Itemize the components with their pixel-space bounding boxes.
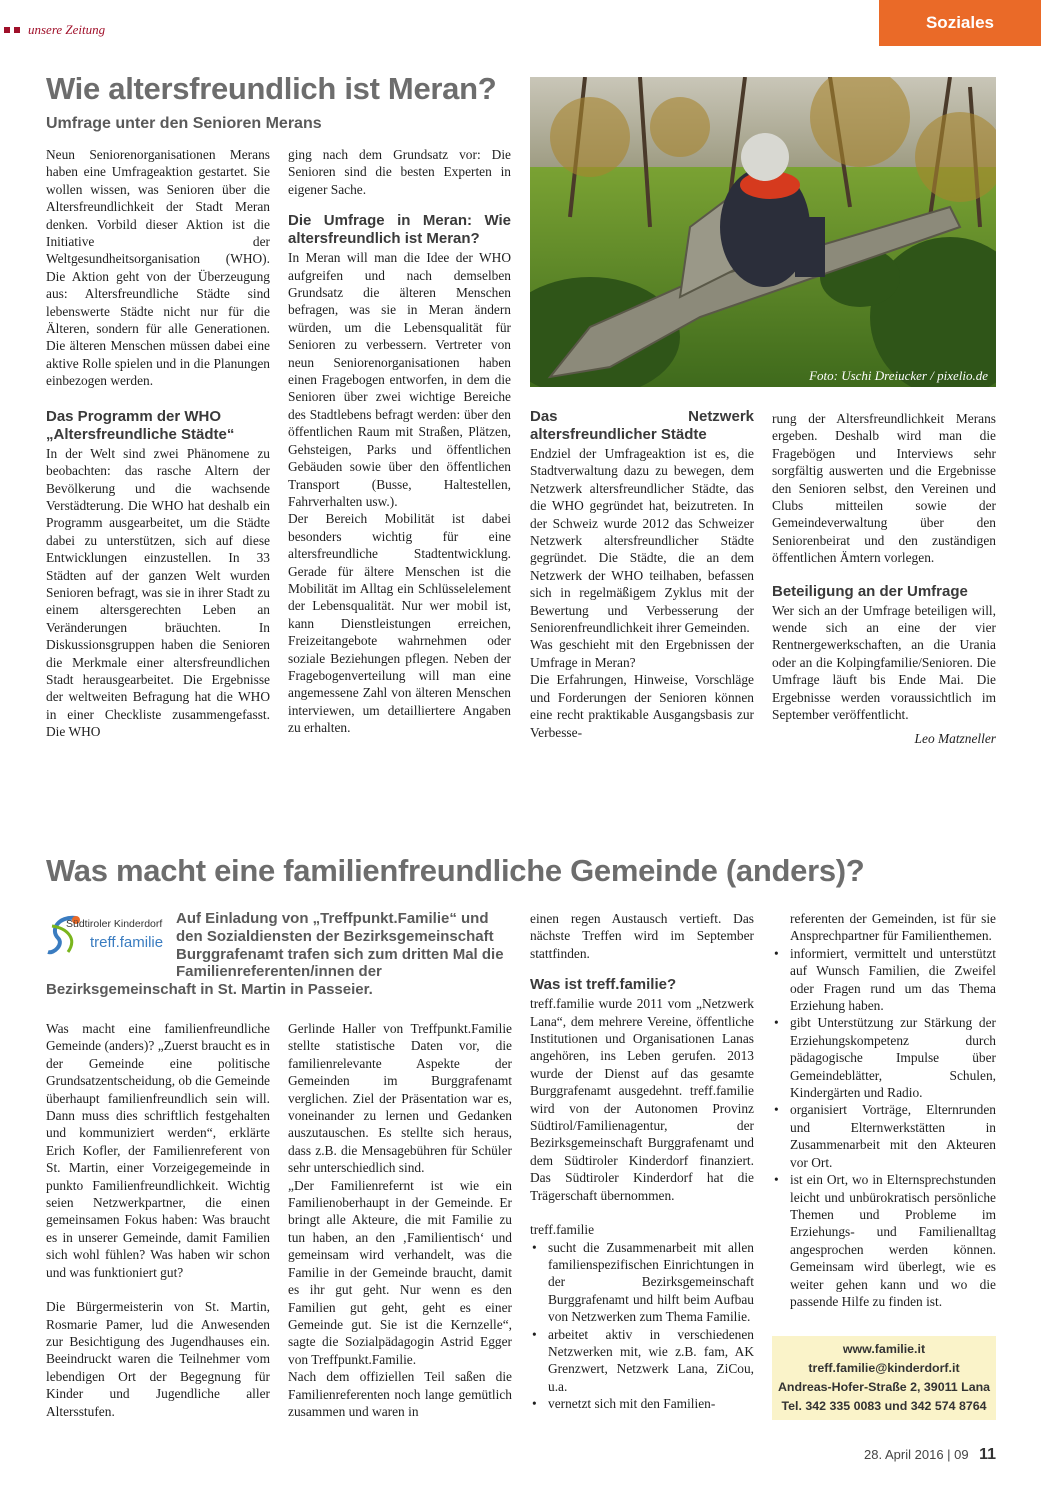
article1-col2 (288, 146, 511, 737)
paragraph: rung der Altersfreundlichkeit Merans ergeben. Deshalb wird man die Fragebögen und Interviews sehr sorgfältig auswerten und die Ergebnisse den Senioren selbst, den Vereinen und Clubs mitteilen sowie der Gemeindeverwaltung über den Seniorenbeirat und den zuständigen öffentlichen Ämtern vorlegen. (772, 411, 996, 566)
paragraph: Endziel der Umfrageaktion ist es, die Stadtverwaltung dazu zu bewegen, dem Netzwerk altersfreundlicher Städte, das die WHO gegründet hat, beizutreten. In der Schweiz wurde 2012 das Schweizer Netzwerk altersfreundlicher Städte gegründet. Die Städte, die an dem Netzwerk der WHO teilhaben, befassen sich in regelmäßigem Zyklus mit der Bewertung und Verbesserung der Seniorenfreundlichkeit ihrer Gemeinden. (530, 446, 754, 636)
section-label: Soziales (925, 13, 995, 32)
intro-text: Auf Einladung von „Treffpunkt.Familie“ und den Sozialdiensten der Bezirksgemeinschaft Burggrafenamt trafen sich zum dritten Mal die Familienreferenten/innen der Bezirksgemeinschaft in St. Martin in Passeier. (46, 910, 504, 999)
list-item: • organisiert Vorträge, Elternrunden und Elternwerkstätten in Zusammenarbeit mit den Akteuren vor Ort. (772, 1101, 996, 1171)
phone: Tel. 342 335 0083 und 342 574 8764 (781, 1399, 987, 1413)
paragraph: Wer sich an der Umfrage beteiligen will, wende sich an eine der vier Rentnergewerkschaften, an die Urania oder an die Kolpingfamilie/Senioren. Die Umfrage läuft bis Ende Mai. Die Ergebnisse werden voraussichtlich im September veröffentlicht. (772, 602, 996, 723)
article2-col2 (288, 1020, 512, 1420)
paragraph: In Meran will man die Idee der WHO aufgreifen und nach demselben Grundsatz die älteren Menschen befragen, was sie in Meran ändern würden, um die Lebensqualität für Senioren zu verbessern. Vertreter von neun Seniorenorganisationen haben einen Fragebogen entworfen, in dem die Senioren über zwei wichtige Bereiche des Stadtlebens befragt werden: über den öffentlichen Raum mit Straßen, Plätzen, Gehsteigen, Parks und öffentlichen Gebäuden sowie über den öffentlichen Transport (Busse, Haltestellen, Fahrverhalten usw.). (288, 250, 511, 509)
article2-title: Was macht eine familienfreundliche Gemeinde (anders)? (46, 853, 865, 888)
paragraph: einen regen Austausch vertieft. Das nächste Treffen wird im September stattfinden. (530, 911, 754, 961)
paragraph: Gerlinde Haller von Treffpunkt.Familie stellte statistische Daten vor, die familienrelevante Aspekte der Gemeinden im Burggrafenamt verglichen. Ziel der Präsentation war es, voneinander zu lernen und Gedanken auszutauschen. Es stellte sich heraus, dass z.B. die Mensagebühren für Schüler sehr unterschiedlich sind. (288, 1021, 512, 1176)
section-heading: Die Umfrage in Meran: Wie altersfreundlich ist Meran? (288, 212, 511, 248)
list-item: • gibt Unterstützung zur Stärkung der Erziehungskompetenz durch pädagogische Impulse über Gemeindeblätter, Schulen, Kindergärten und Radio. (772, 1014, 996, 1101)
article2-col4 (772, 910, 996, 1310)
section-tag (879, 0, 1041, 46)
treff-familie-list-cont (772, 945, 996, 1311)
treff-familie-list (530, 1239, 754, 1413)
section-heading: Was ist treff.familie? (530, 976, 677, 994)
paragraph: Neun Seniorenorganisationen Merans haben eine Umfrageaktion gestartet. Sie wollen wissen, was Senioren über die Altersfreundlichkeit der Stadt Meran denken. Vorbild dieser Aktion ist die Initiative der Weltgesundheitsorganisation (WHO). Die Aktion geht von der Überzeugung aus: Altersfreundliche Städte sind lebenswerte Städte nicht nur für die Älteren, sondern für alle Generationen. Die älteren Menschen müssen dabei eine aktive Rolle spielen und in die Planungen einbezogen werden. (46, 147, 270, 389)
article1-photo (530, 77, 996, 387)
paragraph: Die Bürgermeisterin von St. Martin, Rosmarie Pamer, lud die Anwesenden zur Besichtigung des Jugendhauses ein. Beeindruckt waren die Teilnehmer vom lebendigen Ort der Begegnung für Kinder und Jugendliche aller Altersstufen. (46, 1299, 270, 1419)
email-link[interactable]: treff.familie@kinderdorf.it (808, 1361, 960, 1375)
paragraph: Die Erfahrungen, Hinweise, Vorschläge und Forderungen der Senioren können eine recht praktikable Ausgangsbasis zur Verbesse- (530, 672, 754, 740)
article2-col3 (530, 910, 754, 1413)
paragraph: Der Bereich Mobilität ist dabei besonders wichtig für eine altersfreundliche Stadtentwicklung. Gerade für ältere Menschen ist die Mobilität im Alltag ein Schlüsselelement der Lebensqualität. Nur wer mobil ist, kann Dienstleistungen erreichen, Freizeitangebote wahrnehmen oder soziale Beziehungen pflegen. Neben der Fragebogenverteilung will man eine angemessene Zahl von älteren Menschen interviewen, um detailliertere Angaben zu erhalten. (288, 511, 511, 736)
section-heading: Beteiligung an der Umfrage (772, 582, 968, 600)
paragraph: Was macht eine familienfreundliche Gemeinde (anders)? „Zuerst braucht es in der Gemeinde eine politische Grundsatzentscheidung, ob die Gemeinde überhaupt familienfreundlich sein will. Dann muss dies schriftlich festgehalten und kommuniziert werden“, erklärte Erich Kofler, der Familienreferent von St. Martin, einer Vorzeigegemeinde in punkto Familienfreundlichkeit. Wichtig seien Netzwerkpartner, die einen gemeinsamen Fokus haben: Was braucht es in unserer Gemeinde, damit Familien sich wohl fühlen? Was haben wir schon und was funktioniert gut? (46, 1021, 270, 1280)
section-heading: Das Programm der WHO „Altersfreundliche Städte“ (46, 407, 235, 443)
paragraph: Nach dem offiziellen Teil saßen die Familienreferenten noch lange gemütlich zusammen und waren in (288, 1369, 512, 1419)
article1-subtitle: Umfrage unter den Senioren Merans (46, 115, 322, 132)
paragraph: ging nach dem Grundsatz vor: Die Senioren sind die besten Experten in eigener Sache. (288, 147, 511, 197)
brand-square-icon (14, 27, 20, 33)
website-link[interactable]: www.familie.it (842, 1342, 926, 1356)
article2-col1 (46, 1020, 270, 1420)
page-number: 11 (979, 1446, 996, 1463)
section-heading: Das Netzwerk altersfreundlicher Städte (530, 408, 754, 443)
intro-spacer (46, 910, 176, 980)
masthead (4, 22, 105, 38)
paragraph: Was geschieht mit den Ergebnissen der Umfrage in Meran? (530, 637, 754, 670)
list-item: • sucht die Zusammenarbeit mit allen familienspezifischen Einrichtungen in der Bezirksgemeinschaft Burggrafenamt und hilft beim Aufbau von Netzwerken zum Thema Familie. (530, 1239, 754, 1326)
contact-box (772, 1336, 996, 1420)
brand-name: unsere Zeitung (28, 22, 106, 37)
logo-line1: Südtiroler Kinderdorf (66, 918, 163, 930)
logo-line2: treff.familie (90, 934, 164, 951)
footer (820, 1446, 996, 1464)
issue-date: 28. April 2016 | 09 (864, 1447, 969, 1462)
article2-intro (46, 910, 512, 999)
list-item: • arbeitet aktiv in verschiedenen Netzwerken mit, wie z.B. fam, AK Grenzwert, Netzwerk Lana, ZiCou, u.a. (530, 1326, 754, 1396)
list-item: • informiert, vermittelt und unterstützt auf Wunsch Familien, die Zweifel oder Fragen rund um das Thema Erziehung haben. (772, 945, 996, 1015)
paragraph: „Der Familienrefernt ist wie ein Familienoberhaupt in der Gemeinde. Er bringt alle Akteure, die mit Familie zu tun haben, an den ‚Familientisch‘ und gemeinsam wird verhandelt, was die Familie in der Gemeinde braucht, damit es ihr gut geht. Nur wenn es den Familien gut geht, geht es einer Gemeinde gut. Sie ist die Kernzelle“, sagte die Sozialpädagogin Astrid Egger von Treffpunkt.Familie. (288, 1177, 512, 1367)
paragraph: In der Welt sind zwei Phänomene zu beobachten: das rasche Altern der Bevölkerung und die wachsende Verstädterung. Die WHO hat deshalb ein Programm ausgearbeitet, um die Städte dabei zu unterstützen, sich auf diese Entwicklungen einzustellen. In 33 Städten auf der ganzen Welt wurden Senioren befragt, was sie in ihrer Stadt zu einem altersgerechten Leben an Veränderungen bräuchten. In Diskussionsgruppen haben die Senioren die Merkmale einer altersfreundlichen Stadt herausgearbeitet. Die Ergebnisse der weltweiten Befragung hat die WHO in einer Checkliste zusammengefasst. Die WHO (46, 445, 270, 740)
senior-on-bench-illustration (530, 77, 996, 387)
paragraph: treff.familie (530, 1222, 595, 1238)
article1-title: Wie altersfreundlich ist Meran? (46, 71, 497, 106)
article1-col3 (530, 394, 754, 741)
address: Andreas-Hofer-Straße 2, 39011 Lana (777, 1380, 991, 1394)
list-item: • vernetzt sich mit den Familien- (530, 1395, 754, 1412)
author: Leo Matzneller (914, 730, 996, 746)
paragraph: referenten der Gemeinden, ist für sie Ansprechpartner für Familienthemen. (790, 911, 996, 944)
photo-credit: Foto: Uschi Dreiucker / pixelio.de (809, 368, 988, 383)
brand-square-icon (4, 27, 10, 33)
article1-col1 (46, 146, 270, 741)
list-item: • ist ein Ort, wo in Elternsprechstunden leicht und unbürokratisch persönliche Themen und Probleme im Erziehungs- und Familienalltag angesprochen werden können. Gemeinsam wird überlegt, wie es weiter gehen kann und wo die passende Hilfe zu finden ist. (772, 1171, 996, 1310)
paragraph: treff.familie wurde 2011 vom „Netzwerk Lana“, dem mehrere Vereine, öffentliche Institutionen und Organisationen Lanas angehören, ins Leben gerufen. 2013 wurde der Dienst auf das gesamte Burggrafenamt ausgedehnt. treff.familie wird von der Autonomen Provinz Südtirol/Familienagentur, der Bezirksgemeinschaft Burggrafenamt und dem Südtiroler Kinderdorf finanziert. Das Südtiroler Kinderdorf hat die Trägerschaft übernommen. (530, 996, 754, 1203)
article1-col4 (772, 410, 996, 747)
